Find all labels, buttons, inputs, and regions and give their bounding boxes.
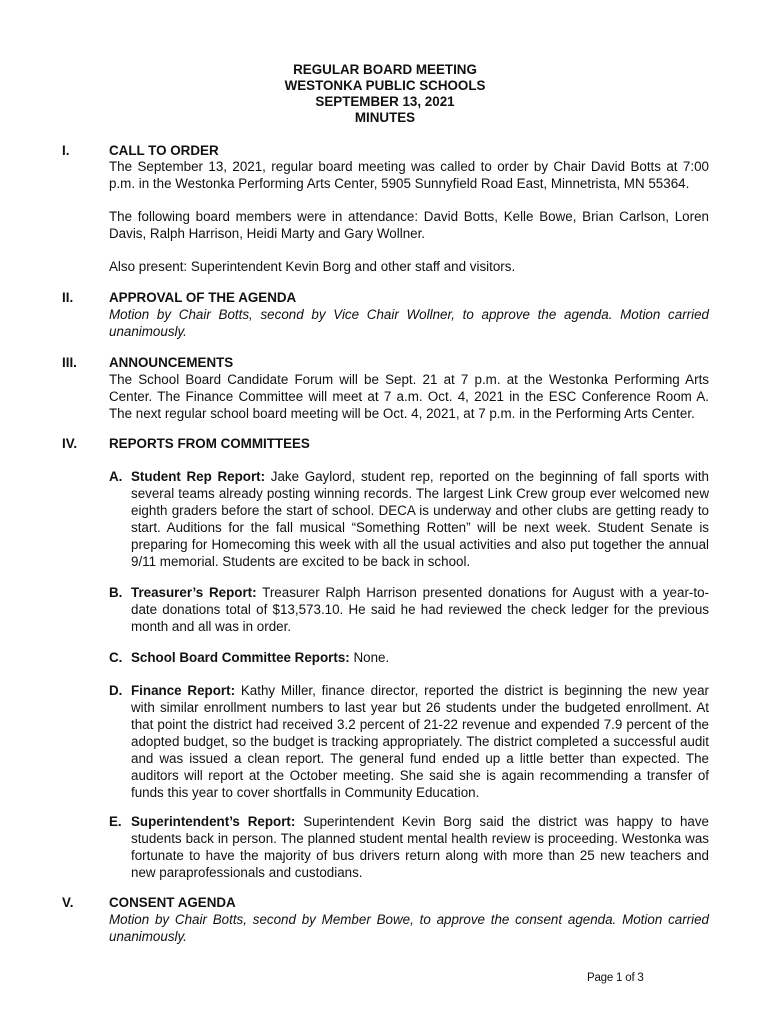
item-text: Kathy Miller, finance director, reported the district is beginning the new year with similar enrollment numbers to last year but 26 students under the budgeted enrollment. At that point the district had received 3.2 percent of 21-22 revenue and expended 7.9 percent of the adopted budget, so the budget is tracking appropriately. The district completed a successful audit and was issued a clean report. The general fund ended up a little better than expected. The auditors will report at the October meeting. She said she is again recommending a transfer of funds this year to cover shortfalls in Community Education. xyxy=(131,683,709,800)
item-letter: A. xyxy=(109,469,123,484)
item-letter: E. xyxy=(109,814,122,829)
consent-agenda-motion-paragraph: Motion by Chair Botts, second by Member Bowe, to approve the consent agenda. Motion carried unanimously. xyxy=(109,912,709,944)
meeting-date: SEPTEMBER 13, 2021 xyxy=(315,94,455,109)
section-number: III. xyxy=(62,355,77,370)
item-text: Treasurer Ralph Harrison presented donations for August with a year-to-date donations total of $13,573.10. He said he had reviewed the check ledger for the previous month and all was in order. xyxy=(131,585,709,634)
agenda-motion-paragraph: Motion by Chair Botts, second by Vice Chair Wollner, to approve the agenda. Motion carried unanimously. xyxy=(109,307,709,339)
section-title-approval-of-agenda: APPROVAL OF THE AGENDA xyxy=(109,290,297,305)
item-letter: B. xyxy=(109,585,123,600)
item-label: Superintendent’s Report: xyxy=(131,814,296,829)
section-title-reports-from-committees: REPORTS FROM COMMITTEES xyxy=(109,436,310,451)
item-letter: C. xyxy=(109,650,123,665)
document-title: MINUTES xyxy=(354,110,416,125)
call-to-order-paragraph: The September 13, 2021, regular board meeting was called to order by Chair David Botts at 7:00 p.m. in the Westonka Performing Arts Center, 5905 Sunnyfield Road East, Minnetrista, MN 55364. xyxy=(109,159,709,191)
section-number: I. xyxy=(62,143,70,158)
report-item-finance xyxy=(109,682,709,801)
report-item-school-board-committee xyxy=(109,649,709,666)
report-item-student-rep xyxy=(109,468,709,570)
page-number: Page 1 of 3 xyxy=(587,972,644,984)
section-number: IV. xyxy=(62,436,78,451)
section-title-call-to-order: CALL TO ORDER xyxy=(109,143,219,158)
attendance-paragraph: The following board members were in attendance: David Botts, Kelle Bowe, Brian Carlson, Loren Davis, Ralph Harrison, Heidi Marty and Gary Wollner. xyxy=(109,209,709,241)
item-text: Superintendent Kevin Borg said the district was happy to have students back in person. The planned student mental health review is proceeding. Westonka was fortunate to have the majority of bus drivers return along with more than 25 new teachers and new paraprofessionals and custodians. xyxy=(131,814,709,880)
item-label: School Board Committee Reports: xyxy=(131,650,350,665)
item-text: None. xyxy=(349,650,390,665)
district-name: WESTONKA PUBLIC SCHOOLS xyxy=(284,78,486,93)
item-label: Finance Report: xyxy=(131,683,236,698)
item-label: Treasurer’s Report: xyxy=(131,585,257,600)
item-letter: D. xyxy=(109,683,123,698)
report-item-superintendent xyxy=(109,813,709,881)
report-item-treasurer xyxy=(109,584,709,635)
document-header xyxy=(0,62,770,126)
section-title-announcements: ANNOUNCEMENTS xyxy=(109,355,234,370)
section-number: V. xyxy=(62,895,74,910)
announcements-paragraph: The School Board Candidate Forum will be Sept. 21 at 7 p.m. at the Westonka Performing Arts Center. The Finance Committee will meet at 7 a.m. Oct. 4, 2021 in the ESC Conference Room A. The next regular school board meeting will be Oct. 4, 2021, at 7 p.m. in the Performing Arts Center. xyxy=(109,372,709,421)
section-number: II. xyxy=(62,290,74,305)
also-present-paragraph: Also present: Superintendent Kevin Borg and other staff and visitors. xyxy=(109,259,516,274)
meeting-type: REGULAR BOARD MEETING xyxy=(293,62,477,77)
item-text: Jake Gaylord, student rep, reported on the beginning of fall sports with several teams already posting winning records. The largest Link Crew group ever welcomed new eighth graders before the start of school. DECA is underway and other clubs are getting ready to start. Auditions for the fall musical “Something Rotten” will be next week. Student Senate is preparing for Homecoming this week with all the usual activities and also put together the annual 9/11 memorial. Students are excited to be back in school. xyxy=(131,469,709,569)
item-label: Student Rep Report: xyxy=(131,469,266,484)
section-title-consent-agenda: CONSENT AGENDA xyxy=(109,895,236,910)
